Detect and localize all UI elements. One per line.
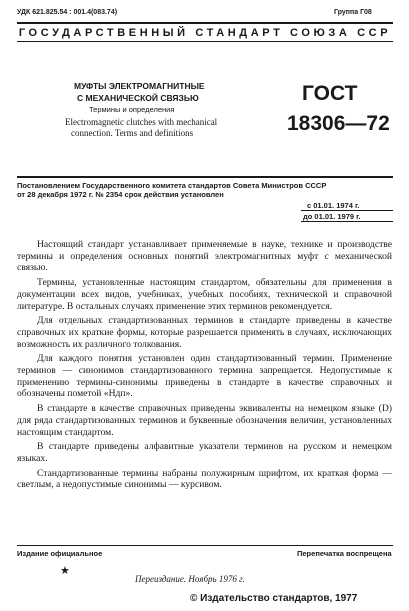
decree-line2: от 28 декабря 1972 г. № 2354 срок действия установлен xyxy=(17,190,224,199)
paragraph-4: Для каждого понятия установлен один стандартизованный термин. Применение терминов — синонимов стандартизованного термина запрещается. Недопустимые к применению термины-синонимы приведены в стандарте в качестве справочных и обозначены пометой «Ндп». xyxy=(17,353,392,400)
top-rule-thin xyxy=(17,41,393,42)
paragraph-5: В стандарте в качестве справочных приведены эквиваленты на немецком языке (D) для ряда стандартизованных терминов и буквенные обозначения величин, установленных настоящим стандартом. xyxy=(17,403,392,438)
date-underline-1 xyxy=(301,210,393,211)
standard-banner: ГОСУДАРСТВЕННЫЙ СТАНДАРТ СОЮЗА ССР xyxy=(18,27,392,39)
title-ru-line2: С МЕХАНИЧЕСКОЙ СВЯЗЬЮ xyxy=(77,93,199,103)
title-ru-subtitle: Термины и определения xyxy=(89,105,175,114)
body-text xyxy=(17,239,392,494)
official-edition: Издание официальное xyxy=(17,549,103,558)
group-code: Группа Г08 xyxy=(334,9,372,16)
date-underline-2 xyxy=(301,221,393,222)
title-ru-line1: МУФТЫ ЭЛЕКТРОМАГНИТНЫЕ xyxy=(74,81,205,91)
paragraph-3: Для отдельных стандартизованных терминов в стандарте приведены в качестве справочных их краткие формы, которые разрешается применять в случаях, исключающих возможность их различного толкования. xyxy=(17,315,392,350)
star-icon: ★ xyxy=(60,565,70,577)
bottom-rule xyxy=(17,545,393,546)
middle-rule xyxy=(17,176,393,178)
top-rule xyxy=(17,22,393,24)
effective-to: до 01.01. 1979 г. xyxy=(303,212,361,221)
title-en-line1: Electromagnetic clutches with mechanical xyxy=(65,117,218,127)
title-en-line2: connection. Terms and definitions xyxy=(71,128,194,138)
paragraph-1: Настоящий стандарт устанавливает применяемые в науке, технике и производстве термины и определения основных понятий электромагнитных муфт с механической связью. xyxy=(17,239,392,274)
paragraph-7: Стандартизованные термины набраны полужирным шрифтом, их краткая форма — светлым, а недопустимые синонимы — курсивом. xyxy=(17,467,392,491)
paragraph-2: Термины, установленные настоящим стандартом, обязательны для применения в документации всех видов, учебниках, учебных пособиях, технической и справочной литературе. В остальных случаях применение этих терминов рекомендуется. xyxy=(17,277,392,312)
decree-line1: Постановлением Государственного комитета стандартов Совета Министров СССР xyxy=(17,181,327,190)
publisher: © Издательство стандартов, 1977 xyxy=(190,593,358,604)
effective-from: с 01.01. 1974 г. xyxy=(307,201,360,210)
gost-number: 18306—72 xyxy=(287,112,390,135)
paragraph-6: В стандарте приведены алфавитные указатели терминов на русском и немецком языках. xyxy=(17,441,392,464)
gost-label: ГОСТ xyxy=(302,82,358,105)
reprint-note: Переиздание. Ноябрь 1976 г. xyxy=(135,574,245,584)
udk-code: УДК 621.825.54 : 001.4(083.74) xyxy=(17,9,118,16)
reprint-ban: Перепечатка воспрещена xyxy=(297,549,392,558)
